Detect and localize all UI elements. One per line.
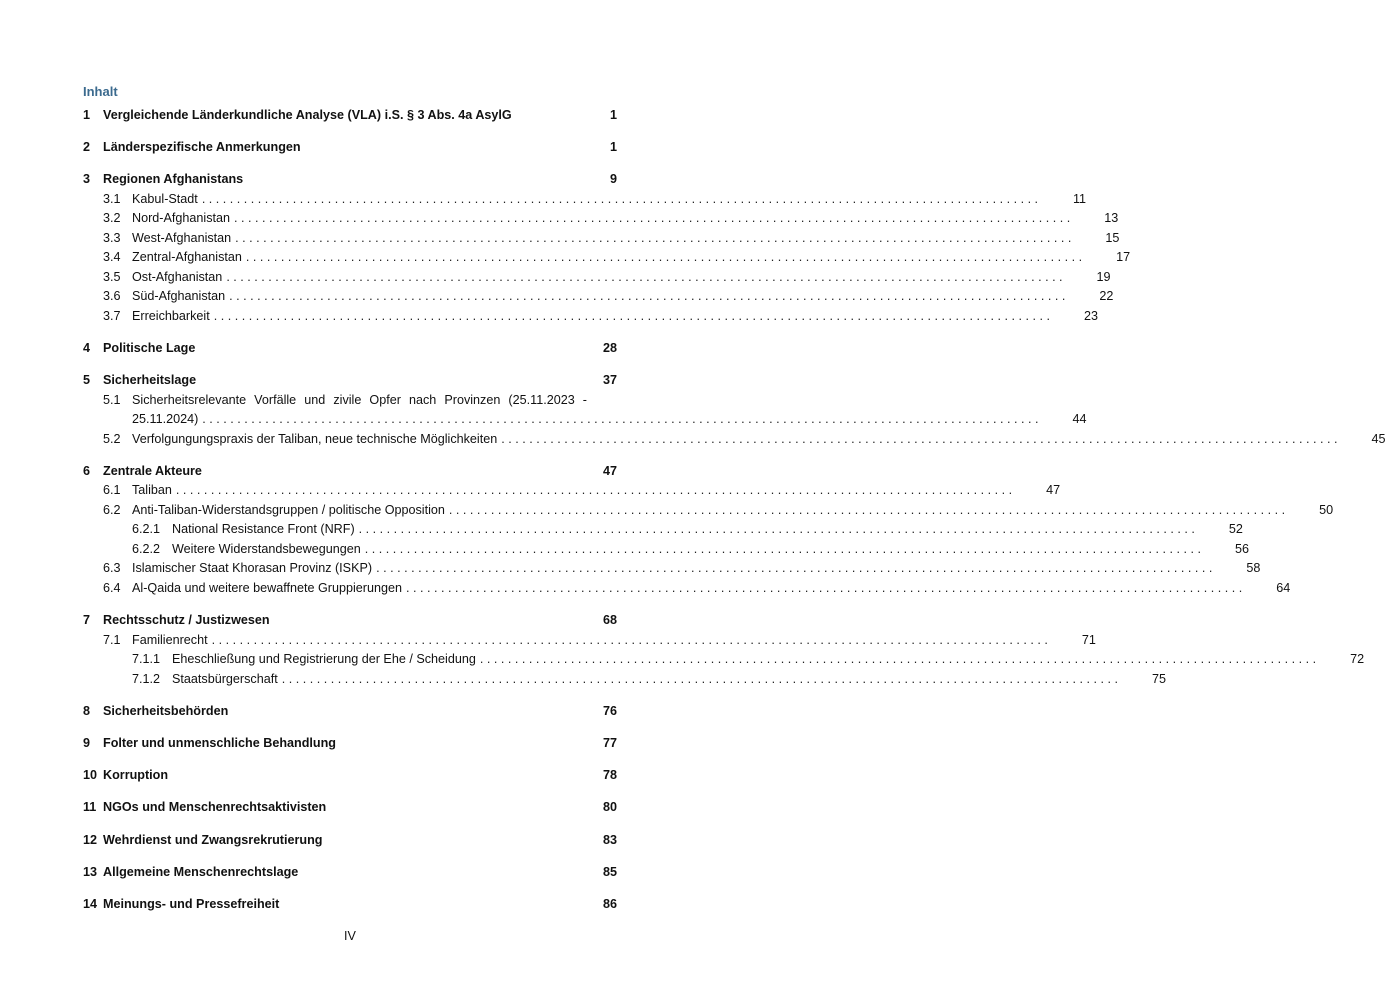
toc-entry-page: 76 <box>602 703 617 718</box>
toc-entry-title: Familienrecht <box>132 632 208 647</box>
toc-entry-title: Sicherheitsrelevante Vorfälle und zivile Opfer nach Provinzen (25.11.2023 - <box>132 392 587 407</box>
toc-entry-title: Sicherheitsbehörden <box>103 703 229 718</box>
toc-entry-number: 13 <box>83 864 98 879</box>
dot-leader: . . . . . . . . . . . . . . . . . . . . . . . . . . . . . . . . . . . . . . . . . . . . . . . . . . . . . . . . . . . . . . . . . . . . . . . . . . . . . . . . . . . . . . . . . . . . . . . . . . . . . . . . . . . . . . . . . . . . . . . . <box>234 211 1071 226</box>
toc-entry-title: Regionen Afghanistans <box>103 172 244 187</box>
toc-entry-page: 64 <box>1276 580 1291 595</box>
toc-entry-title: Eheschließung und Registrierung der Ehe / Scheidung <box>172 652 476 667</box>
toc-entry-number: 3.6 <box>103 289 121 304</box>
toc-entry[interactable] <box>83 410 1087 430</box>
toc-entry-number: 6.2 <box>103 502 121 517</box>
toc-entry-title: Meinungs- und Pressefreiheit <box>103 896 280 911</box>
toc-entry-page: 86 <box>602 896 617 911</box>
toc-entry-number: 9 <box>83 736 91 750</box>
toc-entry-number: 3.7 <box>103 308 121 323</box>
dot-leader: . . . . . . . . . . . . . . . . . . . . . . . . . . . . . . . . . . . . . . . . . . . . . . . . . . . . . . . . . . . . . . . . . . . . . . . . . . . . . . . . . . . . . . . . . . . . . . . . . . . . . . . . . . . . . . . . . . . . . . . . <box>202 412 1039 427</box>
toc-entry[interactable] <box>83 371 617 391</box>
dot-leader: . . . . . . . . . . . . . . . . . . . . . . . . . . . . . . . . . . . . . . . . . . . . . . . . . . . . . . . . . . . . . . . . . . . . . . . . . . . . . . . . . . . . . . . . . . . . . . . . . . . . . . . . . . . . . . . . . . . . . . . . <box>235 230 1072 245</box>
toc-entry-page: 47 <box>1046 483 1061 498</box>
toc-entry-page: 15 <box>1105 230 1120 245</box>
toc-entry-page: 75 <box>1151 671 1166 686</box>
dot-leader: . . . . . . . . . . . . . . . . . . . . . . . . . . . . . . . . . . . . . . . . . . . . . . . . . . . . . . . . . . . . . . . . . . . . . . . . . . . . . . . . . . . . . . . . . . . . . . . . . . . . . . . . . . . . . . . . . . . . . . . . <box>229 289 1066 304</box>
toc-entry-page: 44 <box>1072 412 1087 427</box>
toc-entry[interactable] <box>83 170 617 190</box>
toc-entry-title: 25.11.2024) <box>132 412 199 427</box>
toc-entry-page: 68 <box>602 613 617 628</box>
toc-entry[interactable] <box>83 520 1243 540</box>
dot-leader: . . . . . . . . . . . . . . . . . . . . . . . . . . . . . . . . . . . . . . . . . . . . . . . . . . . . . . . . . . . . . . . . . . . . . . . . . . . . . . . . . . . . . . . . . . . . . . . . . . . . . . . . . . . . . . . . . . . . . . . . <box>448 502 1286 517</box>
toc-entry[interactable] <box>83 209 1119 229</box>
toc-entry[interactable] <box>83 268 1111 288</box>
dot-leader: . . . . . . . . . . . . . . . . . . . . . . . . . . . . . . . . . . . . . . . . . . . . . . . . . . . . . . . . . . . . . . . . . . . . . . . . . . . . . . . . . . . . . . . . . . . . . . . . . . . . . . . . . . . . . . . . . . . . . . . . <box>281 671 1118 686</box>
toc-entry-title: Kabul-Stadt <box>132 191 198 206</box>
toc-entry[interactable] <box>83 339 617 359</box>
toc-entry-number: 6.4 <box>103 580 121 595</box>
toc-entry-page: 37 <box>602 373 617 388</box>
toc-entry-page: 9 <box>609 172 617 187</box>
dot-leader: . . . . . . . . . . . . . . . . . . . . . . . . . . . . . . . . . . . . . . . . . . . . . . . . . . . . . . . . . . . . . . . . . . . . . . . . . . . . . . . . . . . . . . . . . . . . . . . . . . . . . . . . . . . . . . . . . . . . . . . . <box>211 632 1048 647</box>
toc-entry-number: 3.4 <box>103 250 121 265</box>
toc-entry-number: 3.2 <box>103 211 121 226</box>
toc-entry[interactable] <box>83 631 1096 651</box>
toc-entry-title: Ost-Afghanistan <box>132 269 223 284</box>
toc-entry-page: 83 <box>602 832 617 847</box>
toc-entry[interactable] <box>83 462 617 482</box>
toc-entry-number: 7.1.2 <box>132 671 161 686</box>
toc-entry[interactable] <box>83 501 1334 521</box>
toc-entry-page: 23 <box>1083 308 1098 323</box>
dot-leader: . . . . . . . . . . . . . . . . . . . . . . . . . . . . . . . . . . . . . . . . . . . . . . . . . . . . . . . . . . . . . . . . . . . . . . . . . . . . . . . . . . . . . . . . . . . . . . . . . . . . . . . . . . . . . . . . . . . . . . . . <box>406 580 1243 595</box>
toc-entry-page: 80 <box>602 800 617 815</box>
toc-entry[interactable] <box>83 702 617 722</box>
toc-entry-number: 7.1 <box>103 632 121 647</box>
toc-entry[interactable] <box>83 190 1087 210</box>
toc-entry[interactable] <box>83 766 617 786</box>
toc-entry-page: 17 <box>1116 250 1131 265</box>
toc-entry-title: Politische Lage <box>103 341 196 356</box>
toc-entry-title: Zentral-Afghanistan <box>132 250 242 265</box>
toc-entry-number: 6 <box>83 463 91 478</box>
toc-entry-number: 5 <box>83 373 91 388</box>
toc-entry-page: 72 <box>1350 652 1365 667</box>
toc-entry-title: Korruption <box>103 768 169 783</box>
toc-entry-title: Folter und unmenschliche Behandlung <box>103 736 336 750</box>
toc-entry[interactable] <box>83 650 1365 670</box>
dot-leader: . . . . . . . . . . . . . . . . . . . . . . . . . . . . . . . . . . . . . . . . . . . . . . . . . . . . . . . . . . . . . . . . . . . . . . . . . . . . . . . . . . . . . . . . . . . . . . . . . . . . . . . . . . . . . . . . . . . . . . . . <box>364 541 1202 556</box>
toc-entry-page: 28 <box>602 341 617 356</box>
toc-entry[interactable] <box>83 895 617 915</box>
page-number: IV <box>344 929 356 943</box>
toc-entry-number: 12 <box>83 832 98 847</box>
toc-entry-number: 6.1 <box>103 483 121 498</box>
toc-entry-number: 6.2.2 <box>132 541 161 556</box>
toc-entry-page: 58 <box>1246 561 1261 576</box>
toc-entry-page: 50 <box>1319 502 1334 517</box>
toc-entry-page: 1 <box>609 108 617 122</box>
toc-entry-title: Islamischer Staat Khorasan Provinz (ISKP) <box>132 561 373 576</box>
toc-entry-number: 14 <box>83 896 98 911</box>
toc-entry-page: 77 <box>602 736 617 750</box>
toc-entry-page: 52 <box>1228 522 1243 537</box>
toc-entry-title: Zentrale Akteure <box>103 463 202 478</box>
dot-leader: . . . . . . . . . . . . . . . . . . . . . . . . . . . . . . . . . . . . . . . . . . . . . . . . . . . . . . . . . . . . . . . . . . . . . . . . . . . . . . . . . . . . . . . . . . . . . . . . . . . . . . . . . . . . . . . . . . . . . . . . <box>226 269 1063 284</box>
toc-entry[interactable] <box>83 831 617 851</box>
toc-entry[interactable] <box>83 481 1061 501</box>
toc-entry[interactable] <box>83 611 617 631</box>
toc-entry-number: 8 <box>83 703 91 718</box>
toc-entry-number: 2 <box>83 140 91 155</box>
toc-entry[interactable] <box>83 307 1098 327</box>
toc-entry[interactable] <box>83 138 617 158</box>
toc-entry[interactable] <box>83 559 1261 579</box>
toc-entry-number: 3.1 <box>103 191 121 206</box>
dot-leader: . . . . . . . . . . . . . . . . . . . . . . . . . . . . . . . . . . . . . . . . . . . . . . . . . . . . . . . . . . . . . . . . . . . . . . . . . . . . . . . . . . . . . . . . . . . . . . . . . . . . . . . . . . . . . . . . . . . . . . . . <box>358 522 1195 537</box>
toc-entry-title: Staatsbürgerschaft <box>172 671 278 686</box>
toc-entry[interactable] <box>83 391 617 411</box>
dot-leader: . . . . . . . . . . . . . . . . . . . . . . . . . . . . . . . . . . . . . . . . . . . . . . . . . . . . . . . . . . . . . . . . . . . . . . . . . . . . . . . . . . . . . . . . . . . . . . . . . . . . . . . . . . . . . . . . . . . . . . . . <box>201 191 1039 206</box>
toc-heading: Inhalt <box>83 84 118 99</box>
toc-entry-title: National Resistance Front (NRF) <box>172 522 355 537</box>
dot-leader: . . . . . . . . . . . . . . . . . . . . . . . . . . . . . . . . . . . . . . . . . . . . . . . . . . . . . . . . . . . . . . . . . . . . . . . . . . . . . . . . . . . . . . . . . . . . . . . . . . . . . . . . . . . . . . . . . . . . . . . . <box>376 561 1213 576</box>
dot-leader: . . . . . . . . . . . . . . . . . . . . . . . . . . . . . . . . . . . . . . . . . . . . . . . . . . . . . . . . . . . . . . . . . . . . . . . . . . . . . . . . . . . . . . . . . . . . . . . . . . . . . . . . . . . . . . . . . . . . . . . . <box>479 652 1317 667</box>
toc-entry-number: 1 <box>83 108 91 122</box>
toc-entry-number: 5.1 <box>103 392 121 407</box>
dot-leader: . . . . . . . . . . . . . . . . . . . . . . . . . . . . . . . . . . . . . . . . . . . . . . . . . . . . . . . . . . . . . . . . . . . . . . . . . . . . . . . . . . . . . . . . . . . . . . . . . . . . . . . . . . . . . . . . . . . . . . . . <box>501 431 1338 446</box>
toc-entry[interactable] <box>83 287 1114 307</box>
toc-entry-page: 13 <box>1104 211 1119 226</box>
toc-entry-title: West-Afghanistan <box>132 230 232 245</box>
toc-entry-number: 3.3 <box>103 230 121 245</box>
toc-entry-number: 3.5 <box>103 269 121 284</box>
toc-entry[interactable] <box>83 670 1166 690</box>
toc-entry-number: 7 <box>83 613 91 628</box>
toc-entry-page: 78 <box>602 768 617 783</box>
toc-entry-title: Länderspezifische Anmerkungen <box>103 140 301 155</box>
toc-entry[interactable] <box>83 106 617 126</box>
toc-entry-number: 10 <box>83 768 98 783</box>
toc-entry-number: 3 <box>83 172 91 187</box>
toc-entry-title: Vergleichende Länderkundliche Analyse (VLA) i.S. § 3 Abs. 4a AsylG <box>103 108 512 122</box>
toc-entry-title: Erreichbarkeit <box>132 308 210 323</box>
toc-entry[interactable] <box>83 430 1385 450</box>
toc-entry[interactable] <box>83 248 1131 268</box>
toc-entry-page: 22 <box>1099 289 1114 304</box>
toc-entry-page: 1 <box>609 140 617 155</box>
toc-entry-number: 11 <box>83 800 97 815</box>
toc-entry-number: 6.3 <box>103 561 121 576</box>
table-of-contents <box>83 106 1385 914</box>
toc-entry[interactable] <box>83 863 617 883</box>
dot-leader: . . . . . . . . . . . . . . . . . . . . . . . . . . . . . . . . . . . . . . . . . . . . . . . . . . . . . . . . . . . . . . . . . . . . . . . . . . . . . . . . . . . . . . . . . . . . . . . . . . . . . . . . . . . . . . . . . . . . . . . . <box>175 483 1013 498</box>
toc-entry-page: 71 <box>1081 632 1096 647</box>
toc-entry[interactable] <box>83 579 1291 599</box>
toc-entry-number: 7.1.1 <box>132 652 161 667</box>
toc-entry[interactable] <box>83 798 617 818</box>
toc-entry-page: 11 <box>1072 191 1087 206</box>
toc-entry-title: Sicherheitslage <box>103 373 197 388</box>
toc-entry-title: Taliban <box>132 483 172 498</box>
toc-entry-title: Süd-Afghanistan <box>132 289 226 304</box>
toc-entry-page: 45 <box>1371 431 1385 446</box>
toc-entry-title: Rechtsschutz / Justizwesen <box>103 613 270 628</box>
toc-entry-title: Allgemeine Menschenrechtslage <box>103 864 299 879</box>
toc-entry[interactable] <box>83 734 617 754</box>
toc-entry[interactable] <box>83 540 1250 560</box>
toc-entry-page: 19 <box>1096 269 1111 284</box>
toc-entry-number: 4 <box>83 341 91 356</box>
toc-entry-title: NGOs und Menschenrechtsaktivisten <box>103 800 327 815</box>
dot-leader: . . . . . . . . . . . . . . . . . . . . . . . . . . . . . . . . . . . . . . . . . . . . . . . . . . . . . . . . . . . . . . . . . . . . . . . . . . . . . . . . . . . . . . . . . . . . . . . . . . . . . . . . . . . . . . . . . . . . . . . . <box>213 308 1050 323</box>
toc-entry-page: 85 <box>602 864 617 879</box>
toc-entry-title: Nord-Afghanistan <box>132 211 231 226</box>
toc-entry-number: 5.2 <box>103 431 121 446</box>
toc-entry-title: Weitere Widerstandsbewegungen <box>172 541 361 556</box>
toc-entry-number: 6.2.1 <box>132 522 161 537</box>
toc-entry[interactable] <box>83 229 1120 249</box>
dot-leader: . . . . . . . . . . . . . . . . . . . . . . . . . . . . . . . . . . . . . . . . . . . . . . . . . . . . . . . . . . . . . . . . . . . . . . . . . . . . . . . . . . . . . . . . . . . . . . . . . . . . . . . . . . . . . . . . . . . . . . . . <box>245 250 1083 265</box>
toc-entry-title: Al-Qaida und weitere bewaffnete Gruppierungen <box>132 580 403 595</box>
toc-entry-title: Verfolgungungspraxis der Taliban, neue technische Möglichkeiten <box>132 431 498 446</box>
toc-entry-page: 47 <box>602 463 617 478</box>
toc-entry-title: Anti-Taliban-Widerstandsgruppen / politische Opposition <box>132 502 445 517</box>
toc-entry-page: 56 <box>1235 541 1250 556</box>
toc-entry-title: Wehrdienst und Zwangsrekrutierung <box>103 832 323 847</box>
